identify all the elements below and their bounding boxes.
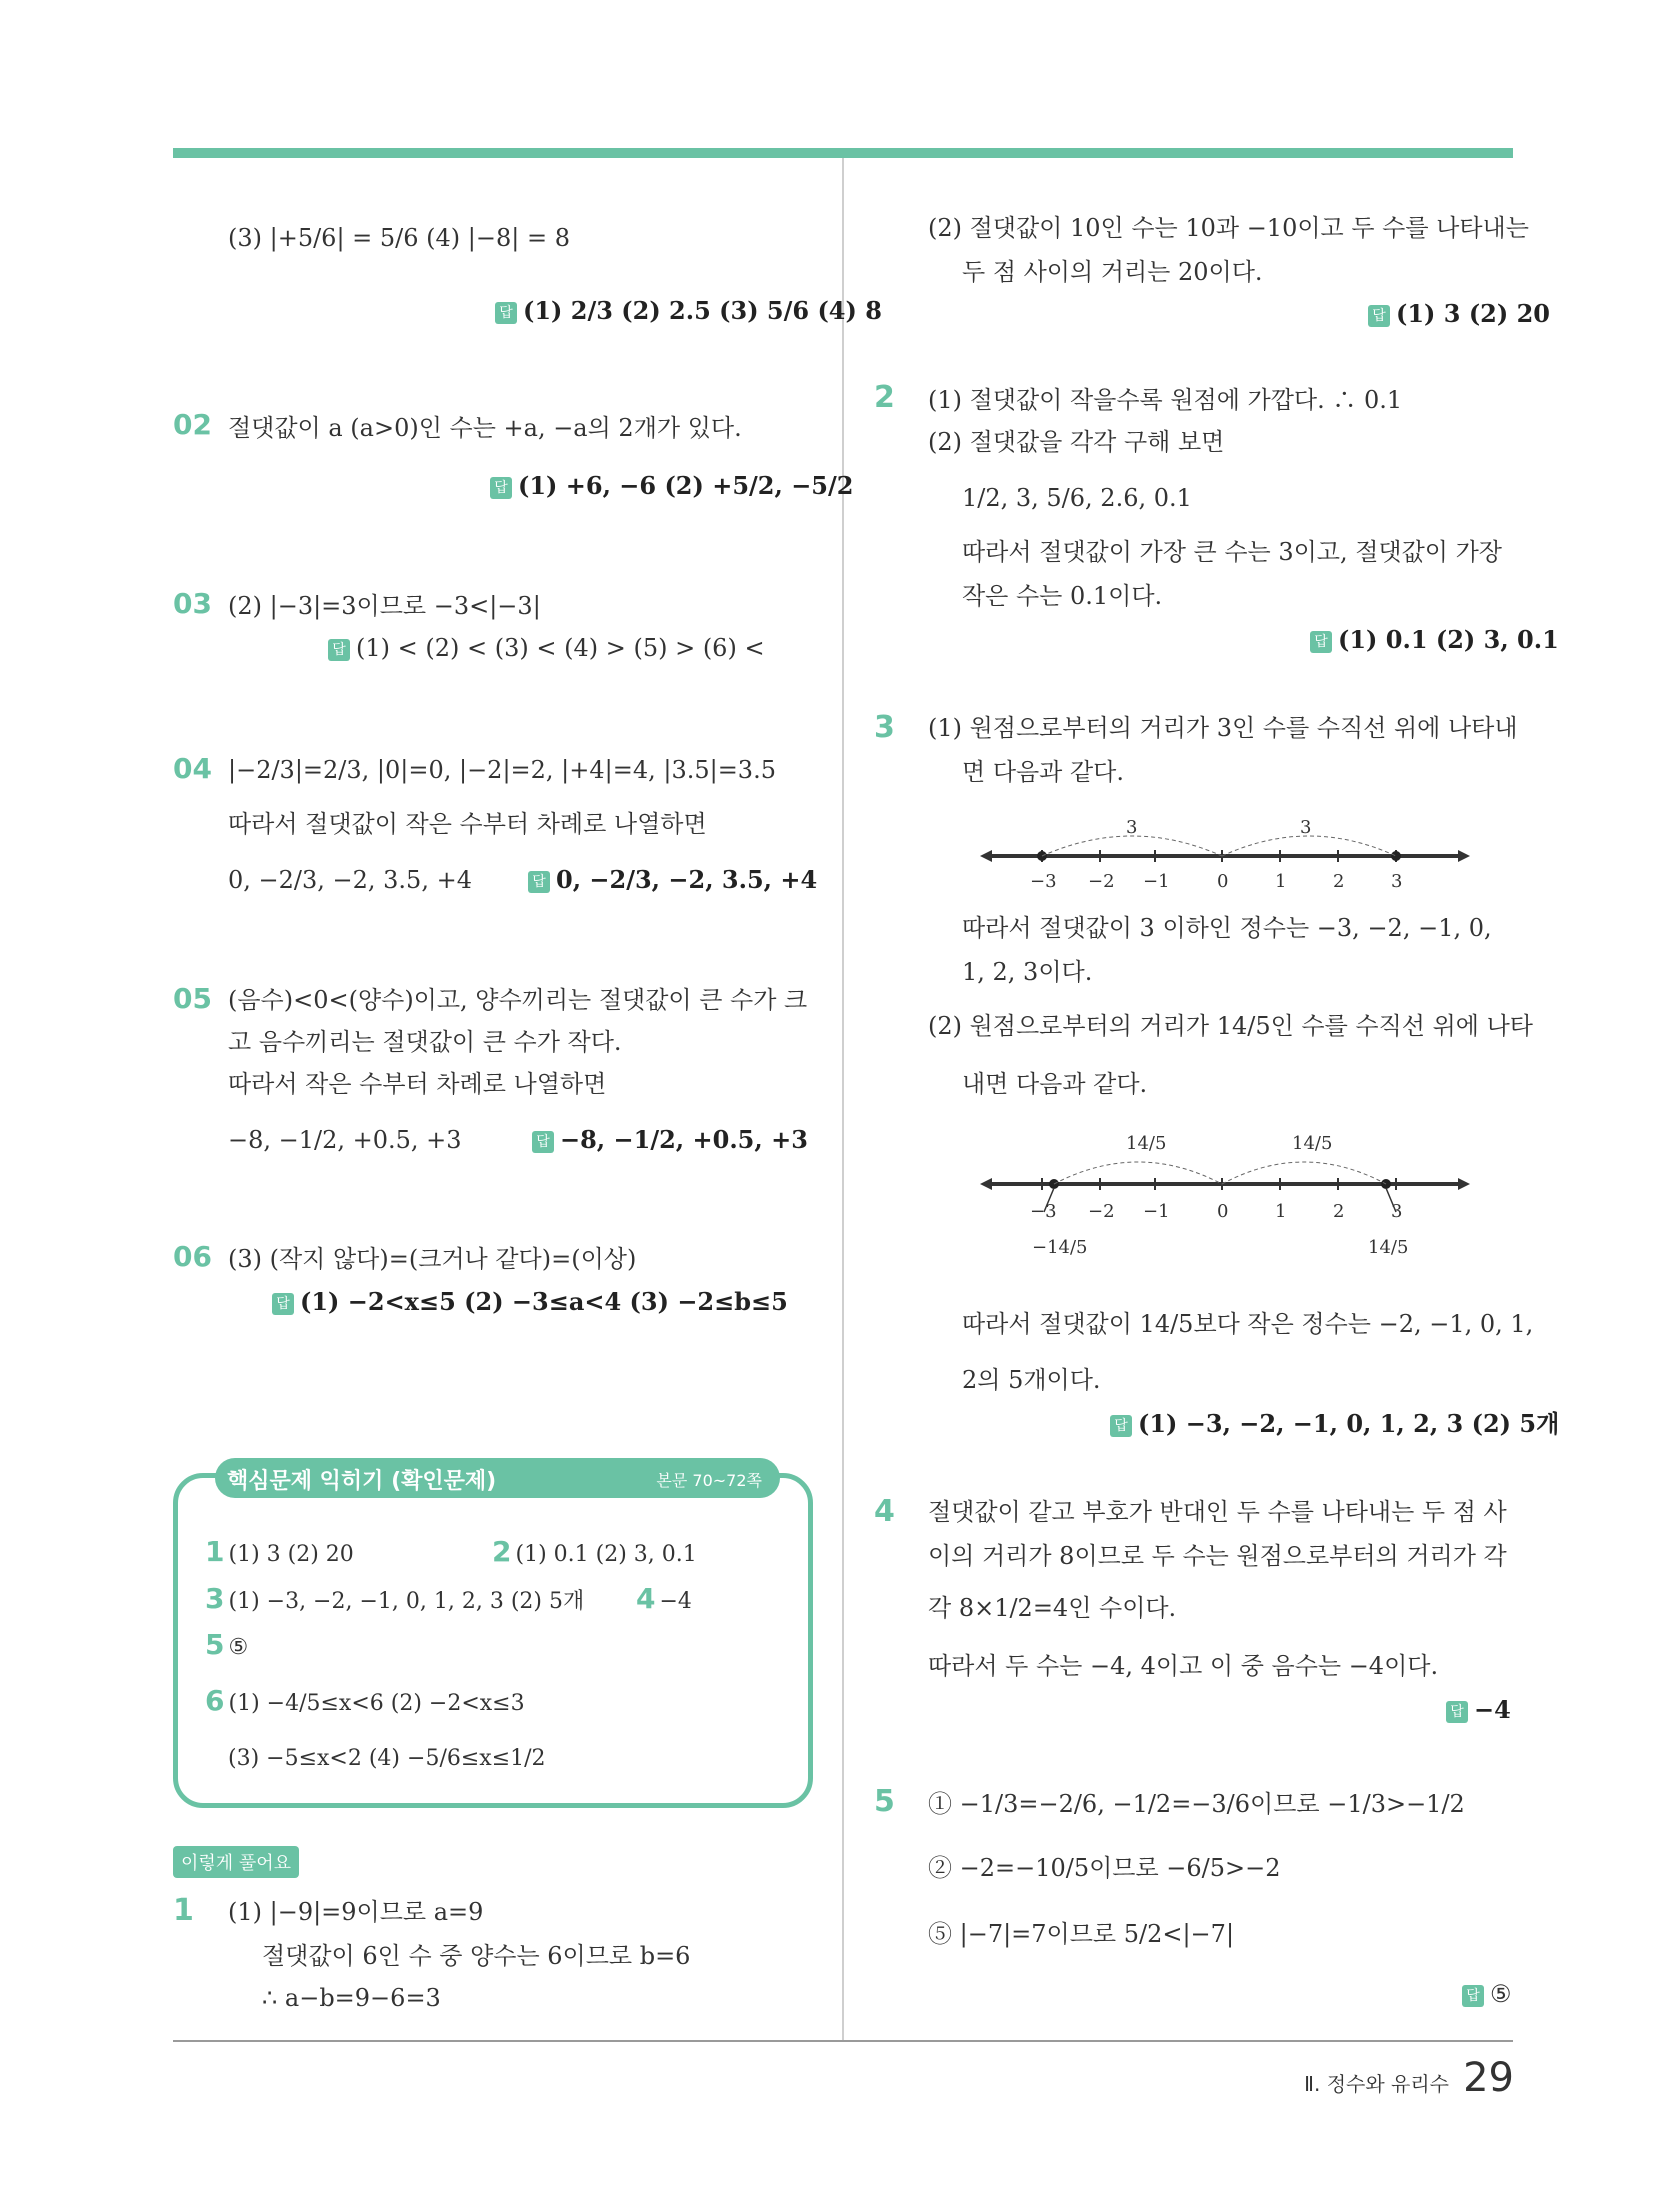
box-item-6: 6 (1) −4/5≤x<6 (2) −2<x≤3 <box>205 1684 525 1717</box>
s4-answer: 답 −4 <box>1446 1694 1511 1726</box>
q02-text: 절댓값이 a (a>0)인 수는 +a, −a의 2개가 있다. <box>228 414 742 442</box>
q05-line4: −8, −1/2, +0.5, +3 <box>228 1126 462 1154</box>
answer-mark-icon: 답 <box>1310 631 1332 653</box>
s2-answer: 답 (1) 0.1 (2) 3, 0.1 <box>1310 624 1559 656</box>
s5-line3: ⑤ |−7|=7이므로 5/2<|−7| <box>928 1920 1235 1948</box>
top-accent-bar <box>173 148 1513 158</box>
left-top-line: (3) |+5/6| = 5/6 (4) |−8| = 8 <box>228 224 570 252</box>
q05-number: 05 <box>173 982 212 1015</box>
nl2-low-label-right: 14/5 <box>1368 1237 1409 1258</box>
nl2-low-label-left: −14/5 <box>1032 1237 1088 1258</box>
s5-line2: ② −2=−10/5이므로 −6/5>−2 <box>928 1854 1281 1882</box>
q04-line2: 따라서 절댓값이 작은 수부터 차례로 나열하면 <box>228 810 707 838</box>
sol1-number: 1 <box>173 1893 194 1928</box>
box-item-5: 5 ⑤ <box>205 1628 249 1661</box>
answer-mark-icon: 답 <box>490 477 512 499</box>
s2-line1: (1) 절댓값이 작을수록 원점에 가깝다. ∴ 0.1 <box>928 386 1403 414</box>
box-item-6b: (3) −5≤x<2 (4) −5/6≤x≤1/2 <box>228 1746 546 1771</box>
nl2-tick-label: −2 <box>1088 1201 1115 1222</box>
answer-mark-icon: 답 <box>1446 1701 1468 1723</box>
nl1-tick-label: 1 <box>1275 871 1287 892</box>
page-number: 29 <box>1463 2055 1514 2101</box>
nl2-tick-label: −3 <box>1030 1201 1057 1222</box>
nl1-tick-label: −2 <box>1088 871 1115 892</box>
answer-mark-icon: 답 <box>1368 305 1390 327</box>
nl2-tick-label: 2 <box>1333 1201 1345 1222</box>
s3-line1: (1) 원점으로부터의 거리가 3인 수를 수직선 위에 나타내 <box>928 714 1518 742</box>
answer-mark-icon: 답 <box>1110 1415 1132 1437</box>
s3-answer: 답 (1) −3, −2, −1, 0, 1, 2, 3 (2) 5개 <box>1110 1408 1559 1440</box>
s3-line7: 따라서 절댓값이 14/5보다 작은 정수는 −2, −1, 0, 1, <box>962 1310 1534 1338</box>
s2-line2: (2) 절댓값을 각각 구해 보면 <box>928 428 1225 456</box>
box-item-4: 4 −4 <box>636 1582 692 1615</box>
s3-line6: 내면 다음과 같다. <box>962 1070 1148 1098</box>
nl2-arc-label-right: 14/5 <box>1292 1133 1333 1154</box>
s2-line4: 따라서 절댓값이 가장 큰 수는 3이고, 절댓값이 가장 <box>962 538 1502 566</box>
s3-line8: 2의 5개이다. <box>962 1366 1101 1394</box>
box-page-ref: 본문 70~72쪽 <box>656 1471 762 1490</box>
s2-number: 2 <box>874 380 895 415</box>
q03-number: 03 <box>173 587 212 620</box>
nl1-tick-label: 3 <box>1391 871 1403 892</box>
answer-mark-icon: 답 <box>328 639 350 661</box>
q06-answer: 답 (1) −2<x≤5 (2) −3≤a<4 (3) −2≤b≤5 <box>272 1286 788 1318</box>
r0-answer: 답 (1) 3 (2) 20 <box>1368 298 1550 330</box>
nl1-tick-label: −1 <box>1143 871 1170 892</box>
s4-number: 4 <box>874 1494 895 1529</box>
nl2-tick-label: 1 <box>1275 1201 1287 1222</box>
q04-answer: 답 0, −2/3, −2, 3.5, +4 <box>528 864 817 896</box>
nl1-arc-label-right: 3 <box>1300 817 1312 838</box>
s3-line5: (2) 원점으로부터의 거리가 14/5인 수를 수직선 위에 나타 <box>928 1012 1533 1040</box>
nl2-tick-label: 3 <box>1391 1201 1403 1222</box>
answer-mark-icon: 답 <box>272 1293 294 1315</box>
q02-answer: 답 (1) +6, −6 (2) +5/2, −5/2 <box>490 470 853 502</box>
box-item-1: 1 (1) 3 (2) 20 <box>205 1535 354 1568</box>
q03-answer: 답 (1) < (2) < (3) < (4) > (5) > (6) < <box>328 632 765 664</box>
nl2-arc-label-left: 14/5 <box>1126 1133 1167 1154</box>
box-item-3: 3 (1) −3, −2, −1, 0, 1, 2, 3 (2) 5개 <box>205 1582 585 1615</box>
s5-answer: 답 ⑤ <box>1462 1978 1512 2010</box>
q05-answer: 답 −8, −1/2, +0.5, +3 <box>532 1124 808 1156</box>
q04-number: 04 <box>173 752 212 785</box>
q04-text: |−2/3|=2/3, |0|=0, |−2|=2, |+4|=4, |3.5|=3.5 <box>228 756 776 784</box>
box-title: 핵심문제 익히기 (확인문제) <box>227 1469 497 1494</box>
q03-text: (2) |−3|=3이므로 −3<|−3| <box>228 592 541 620</box>
q06-text: (3) (작지 않다)=(크거나 같다)=(이상) <box>228 1245 637 1273</box>
s2-line3: 1/2, 3, 5/6, 2.6, 0.1 <box>962 484 1192 512</box>
s4-line1: 절댓값이 같고 부호가 반대인 두 수를 나타내는 두 점 사 <box>928 1498 1507 1526</box>
q05-line2: 고 음수끼리는 절댓값이 큰 수가 작다. <box>228 1028 622 1056</box>
footer-rule <box>173 2040 1513 2042</box>
q05-line3: 따라서 작은 수부터 차례로 나열하면 <box>228 1070 607 1098</box>
q06-number: 06 <box>173 1240 212 1273</box>
s5-line1: ① −1/3=−2/6, −1/2=−3/6이므로 −1/3>−1/2 <box>928 1790 1465 1818</box>
footer-chapter: Ⅱ. 정수와 유리수 <box>1304 2072 1449 2096</box>
solution-tag: 이렇게 풀어요 <box>173 1846 299 1878</box>
sol1-line3: ∴ a−b=9−6=3 <box>262 1984 441 2012</box>
s3-line4: 1, 2, 3이다. <box>962 958 1093 986</box>
s3-line2: 면 다음과 같다. <box>962 758 1124 786</box>
nl2-tick-label: −1 <box>1143 1201 1170 1222</box>
nl1-tick-label: 0 <box>1217 871 1229 892</box>
answer-mark-icon: 답 <box>1462 1985 1484 2007</box>
s2-line5: 작은 수는 0.1이다. <box>962 582 1163 610</box>
s3-number: 3 <box>874 710 895 745</box>
s4-line2: 이의 거리가 8이므로 두 수는 원점으로부터의 거리가 각 <box>928 1542 1507 1570</box>
core-problems-header <box>215 1458 780 1498</box>
left-top-answer: 답 (1) 2/3 (2) 2.5 (3) 5/6 (4) 8 <box>495 295 882 327</box>
answer-mark-icon: 답 <box>532 1131 554 1153</box>
s4-line3: 각 8×1/2=4인 수이다. <box>928 1594 1177 1622</box>
nl2-tick-label: 0 <box>1217 1201 1229 1222</box>
r0-line1: (2) 절댓값이 10인 수는 10과 −10이고 두 수를 나타내는 <box>928 214 1529 242</box>
s5-number: 5 <box>874 1784 895 1819</box>
nl1-tick-label: −3 <box>1030 871 1057 892</box>
q02-number: 02 <box>173 408 212 441</box>
answer-mark-icon: 답 <box>495 302 517 324</box>
column-divider <box>842 158 844 2040</box>
nl1-arc-label-left: 3 <box>1126 817 1138 838</box>
answer-mark-icon: 답 <box>528 871 550 893</box>
q05-text: (음수)<0<(양수)이고, 양수끼리는 절댓값이 큰 수가 크 <box>228 986 808 1014</box>
r0-line2: 두 점 사이의 거리는 20이다. <box>962 258 1263 286</box>
box-item-2: 2 (1) 0.1 (2) 3, 0.1 <box>492 1535 697 1568</box>
q04-line3: 0, −2/3, −2, 3.5, +4 <box>228 866 472 894</box>
sol1-line1: (1) |−9|=9이므로 a=9 <box>228 1898 484 1926</box>
s3-line3: 따라서 절댓값이 3 이하인 정수는 −3, −2, −1, 0, <box>962 914 1492 942</box>
sol1-line2: 절댓값이 6인 수 중 양수는 6이므로 b=6 <box>262 1942 691 1970</box>
nl1-tick-label: 2 <box>1333 871 1345 892</box>
s4-line4: 따라서 두 수는 −4, 4이고 이 중 음수는 −4이다. <box>928 1652 1439 1680</box>
